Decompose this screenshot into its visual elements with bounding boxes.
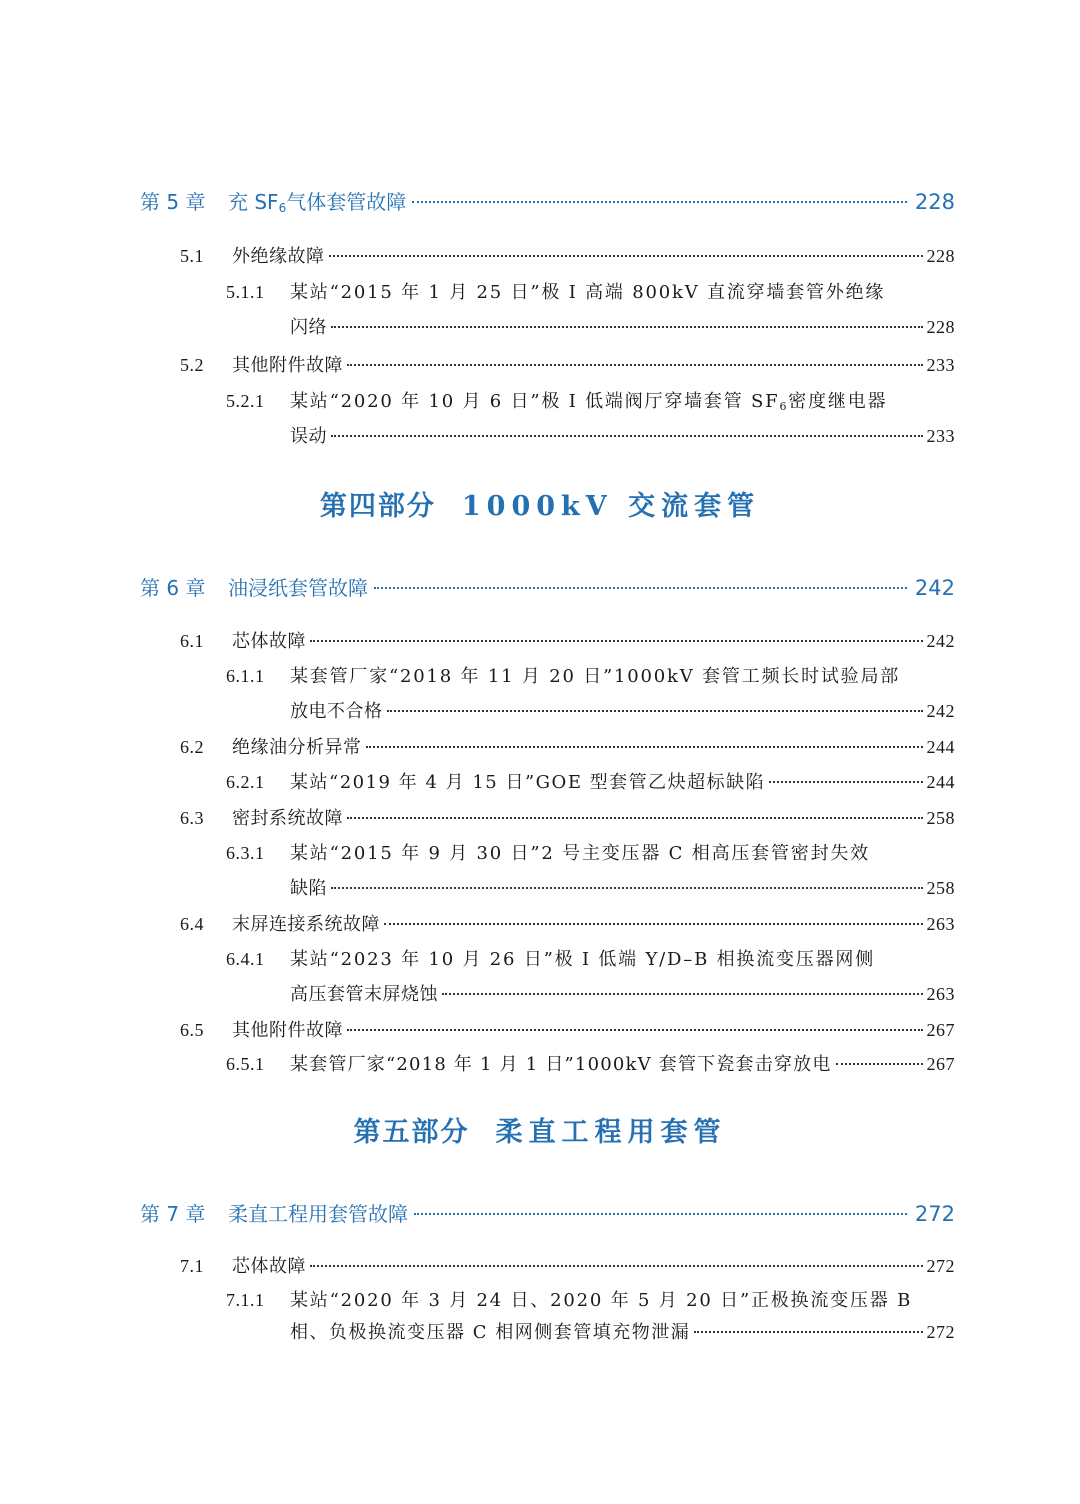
part-title: 柔直工程用套管: [495, 1117, 727, 1148]
subsection-title-line2: 闪络: [290, 317, 327, 338]
toc-section-6-3[interactable]: [180, 804, 955, 832]
toc-chapter-6[interactable]: [140, 572, 955, 604]
page-number: 228: [926, 246, 955, 266]
page-number: 228: [914, 190, 955, 214]
toc-subsection-6-2-1[interactable]: [226, 768, 955, 796]
dot-leader: [329, 255, 923, 257]
page-number: 242: [914, 576, 955, 600]
toc-subsection-6-1-1[interactable]: [226, 662, 955, 690]
toc-subsection-6-3-1-cont[interactable]: [290, 874, 955, 902]
toc-subsection-6-3-1[interactable]: [226, 839, 955, 867]
dot-leader: [310, 1265, 923, 1267]
dot-leader: [414, 1213, 907, 1215]
toc-subsection-5-2-1-cont[interactable]: [290, 422, 955, 450]
subsection-number: 7.1.1: [226, 1290, 265, 1310]
dot-leader: [374, 587, 907, 589]
subsection-title-line2: 误动: [290, 426, 327, 447]
section-title: 密封系统故障: [232, 808, 343, 829]
toc-section-6-4[interactable]: [180, 910, 955, 938]
page-number: 258: [926, 878, 955, 898]
section-number: 6.3: [180, 808, 204, 828]
chapter-number: 第 5 章: [140, 190, 206, 214]
chapter-number: 第 7 章: [140, 1202, 206, 1226]
dot-leader: [310, 640, 923, 642]
subsection-title: 某套管厂家“2018 年 1 月 1 日”1000kV 套管下瓷套击穿放电: [290, 1054, 832, 1075]
dot-leader: [387, 710, 923, 712]
page-number: 267: [926, 1020, 955, 1040]
dot-leader: [331, 435, 923, 437]
section-number: 6.4: [180, 914, 204, 934]
subsection-title-line2: 放电不合格: [290, 701, 383, 722]
subsection-number: 5.2.1: [226, 391, 265, 411]
section-number: 6.2: [180, 737, 204, 757]
subsection-title-line1: 某站“2020 年 10 月 6 日”极 I 低端阀厅穿墙套管 $SF_6$密度继电器: [290, 391, 888, 413]
dot-leader: [384, 923, 923, 925]
subsection-title-line2: 高压套管末屏烧蚀: [290, 984, 438, 1005]
toc-subsection-7-1-1[interactable]: [226, 1286, 955, 1314]
dot-leader: [331, 326, 923, 328]
dot-leader: [347, 1029, 923, 1031]
part-5-heading: [0, 1110, 1080, 1150]
toc-subsection-6-4-1-cont[interactable]: [290, 980, 955, 1008]
part-title: 1000kV 交流套管: [461, 491, 761, 522]
toc-section-6-2[interactable]: [180, 733, 955, 761]
section-title: 末屏连接系统故障: [232, 914, 380, 935]
dot-leader: [347, 817, 923, 819]
toc-subsection-6-1-1-cont[interactable]: [290, 697, 955, 725]
chapter-title: 油浸纸套管故障: [228, 576, 368, 600]
toc-section-5-2[interactable]: [180, 351, 955, 379]
page-number: 228: [926, 317, 955, 337]
subsection-number: 5.1.1: [226, 282, 265, 302]
part-4-heading: [0, 484, 1080, 524]
page-number: 233: [926, 355, 955, 375]
page-number: 272: [926, 1322, 955, 1342]
section-title: 其他附件故障: [232, 355, 343, 376]
toc-chapter-5[interactable]: [140, 186, 955, 218]
toc-subsection-6-5-1[interactable]: [226, 1050, 955, 1078]
section-number: 6.5: [180, 1020, 204, 1040]
subsection-title-line2: 相、负极换流变压器 C 相网侧套管填充物泄漏: [290, 1322, 691, 1343]
section-title: 芯体故障: [232, 631, 306, 652]
subsection-number: 6.3.1: [226, 843, 265, 863]
dot-leader: [412, 201, 907, 203]
subsection-number: 6.5.1: [226, 1054, 265, 1074]
subsection-title-line1: 某站“2015 年 1 月 25 日”极 I 高端 800kV 直流穿墙套管外绝缘: [290, 282, 886, 303]
dot-leader: [694, 1331, 922, 1333]
section-number: 5.2: [180, 355, 204, 375]
dot-leader: [769, 781, 922, 783]
subsection-title-line1: 某套管厂家“2018 年 11 月 20 日”1000kV 套管工频长时试验局部: [290, 666, 901, 687]
subsection-title-line1: 某站“2015 年 9 月 30 日”2 号主变压器 C 相高压套管密封失效: [290, 843, 870, 864]
toc-subsection-5-2-1[interactable]: [226, 387, 955, 415]
page-number: 272: [914, 1202, 955, 1226]
chapter-title: 柔直工程用套管故障: [228, 1202, 408, 1226]
page-number: 263: [926, 984, 955, 1004]
section-number: 7.1: [180, 1256, 204, 1276]
page-number: 233: [926, 426, 955, 446]
toc-subsection-5-1-1-cont[interactable]: [290, 313, 955, 341]
toc-subsection-6-4-1[interactable]: [226, 945, 955, 973]
page-number: 242: [926, 701, 955, 721]
subsection-title-line1: 某站“2023 年 10 月 26 日”极 I 低端 Y/D–B 相换流变压器网侧: [290, 949, 876, 970]
chapter-number: 第 6 章: [140, 576, 206, 600]
dot-leader: [331, 887, 923, 889]
section-number: 5.1: [180, 246, 204, 266]
subsection-title: 某站“2019 年 4 月 15 日”GOE 型套管乙炔超标缺陷: [290, 772, 766, 793]
section-title: 外绝缘故障: [232, 246, 325, 267]
page-number: 272: [926, 1256, 955, 1276]
section-title: 其他附件故障: [232, 1020, 343, 1041]
page-number: 258: [926, 808, 955, 828]
subsection-number: 6.1.1: [226, 666, 265, 686]
chapter-title: 充 $SF_6$气体套管故障: [228, 190, 407, 215]
page-number: 244: [926, 772, 955, 792]
part-number: 第五部分: [353, 1117, 470, 1148]
toc-subsection-5-1-1[interactable]: [226, 278, 955, 306]
part-number: 第四部分: [319, 491, 436, 522]
dot-leader: [366, 746, 923, 748]
subsection-title-line2: 缺陷: [290, 878, 327, 899]
dot-leader: [836, 1063, 923, 1065]
toc-section-6-1[interactable]: [180, 627, 955, 655]
subsection-title-line1: 某站“2020 年 3 月 24 日、2020 年 5 月 20 日”正极换流变压器 B: [290, 1290, 913, 1311]
page-number: 263: [926, 914, 955, 934]
toc-section-7-1[interactable]: [180, 1252, 955, 1280]
toc-subsection-7-1-1-cont[interactable]: [290, 1318, 955, 1346]
page-number: 242: [926, 631, 955, 651]
toc-section-5-1[interactable]: [180, 242, 955, 270]
subsection-number: 6.4.1: [226, 949, 265, 969]
toc-section-6-5[interactable]: [180, 1016, 955, 1044]
subsection-number: 6.2.1: [226, 772, 265, 792]
section-title: 绝缘油分析异常: [232, 737, 362, 758]
dot-leader: [347, 364, 923, 366]
section-number: 6.1: [180, 631, 204, 651]
toc-chapter-7[interactable]: [140, 1198, 955, 1230]
page-number: 267: [926, 1054, 955, 1074]
page-number: 244: [926, 737, 955, 757]
dot-leader: [442, 993, 923, 995]
section-title: 芯体故障: [232, 1256, 306, 1277]
